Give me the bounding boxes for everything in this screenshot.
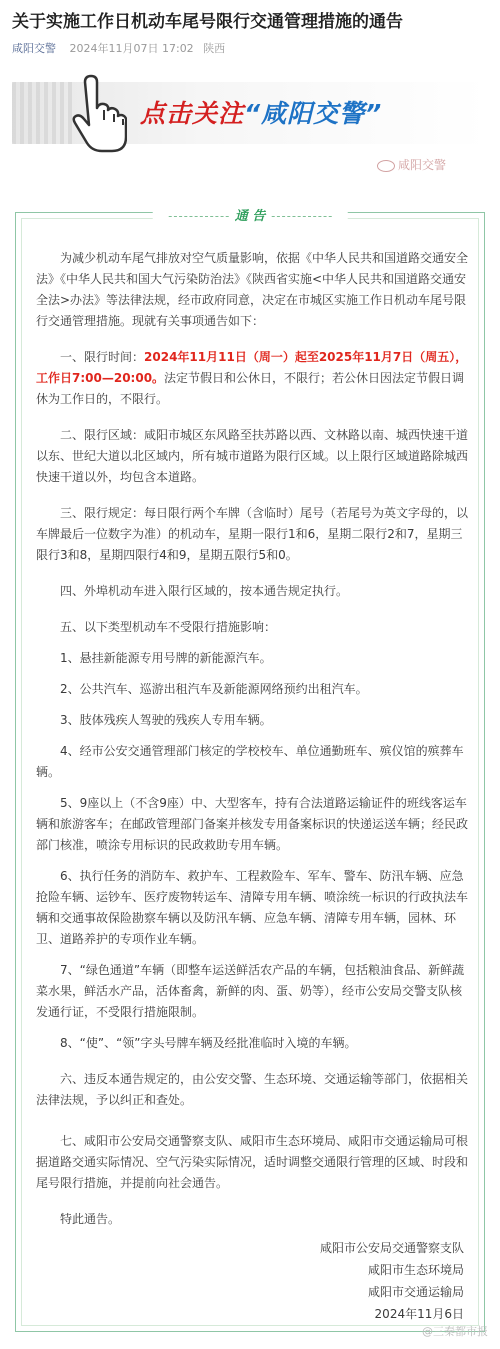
signoff-org: 咸阳市公安局交通警察支队 <box>319 1241 464 1255</box>
article-title: 关于实施工作日机动车尾号限行交通管理措施的通告 <box>12 12 403 32</box>
article-meta <box>12 40 225 56</box>
account-link[interactable]: 咸阳交警 <box>12 42 56 55</box>
logo-icon <box>377 160 395 172</box>
badge-line-left <box>169 216 229 217</box>
exemption-item: 4、经市公安交通管理部门核定的学校校车、单位通勤班车、殡仪馆的殡葬车辆。 <box>36 744 464 779</box>
watermark: @三秦都市报 <box>422 1325 488 1338</box>
badge-text: 通 告 <box>234 209 266 224</box>
paragraph-time <box>36 347 472 410</box>
exemption-item: 8、“使”、“领”字头号牌车辆及经批准临时入境的车辆。 <box>60 1036 357 1050</box>
exemption-item: 3、肢体残疾人驾驶的残疾人专用车辆。 <box>60 713 272 727</box>
exemption-item: 1、悬挂新能源专用号牌的新能源汽车。 <box>60 651 272 665</box>
follow-banner[interactable] <box>12 72 488 184</box>
notice-badge <box>153 205 348 224</box>
publish-date: 2024年11月07日 17:02 <box>69 42 194 55</box>
exemption-item: 7、“绿色通道”车辆（即整车运送鲜活农产品的车辆，包括粮油食品、新鲜蔬菜水果，鲜活水产品，活体畜禽，新鲜的肉、蛋、奶等），经市公安局交警支队核发通行证，不受限行措施限制。 <box>36 963 465 1019</box>
notice-body <box>36 248 472 1245</box>
paragraph-intro: 为减少机动车尾气排放对空气质量影响，依据《中华人民共和国道路交通安全法》《中华人民共和国大气污染防治法》《陕西省实施<中华人民共和国道路交通安全法>办法》等法律法规，经市政府同意，决定在市城区实施工作日机动车尾号限行交通管理措施。现就有关事项通告如下： <box>36 251 469 328</box>
paragraph-rules: 三、限行规定：每日限行两个车牌（含临时）尾号（若尾号为英文字母的，以车牌最后一位数字为准）的机动车，星期一限行1和6，星期二限行2和7，星期三限行3和8，星期四限行4和9，星期五限行5和0。 <box>36 506 469 562</box>
badge-line-right <box>271 216 331 217</box>
banner-text <box>140 94 382 130</box>
paragraph-penalty: 六、违反本通告规定的，由公安交警、生态环境、交通运输等部门，依据相关法律法规，予以纠正和查处。 <box>36 1072 469 1107</box>
time-exceptions: 法定节假日和公休日，不限行；若公休日因法定节假日调休为工作日的，不限行。 <box>36 371 465 406</box>
exemption-item: 5、9座以上（不含9座）中、大型客车，持有合法道路运输证件的班线客运车辆和旅游客车；在邮政管理部门备案并核发专用备案标识的快递运送车辆；经民政部门核准，喷涂专用标识的民政救助专用车辆。 <box>36 796 469 852</box>
exemption-item: 6、执行任务的消防车、救护车、工程救险车、军车、警车、防汛车辆、应急抢险车辆、运钞车、医疗废物转运车、清障专用车辆、喷涂统一标识的行政执法车辆和交通事故保险勘察车辆以及防汛车辆、应急车辆、清障专用车辆，园林、环卫、道路养护的专项作业车辆。 <box>36 869 469 946</box>
pointing-hand-icon <box>67 74 127 154</box>
time-range: 2024年11月11日（周一）起至2025年11月7日（周五），工作日7:00—20:00。 <box>36 350 468 385</box>
paragraph-closing: 特此通告。 <box>60 1212 121 1226</box>
banner-stripes <box>12 82 72 144</box>
signoff <box>320 1237 464 1325</box>
exemption-item: 2、公共汽车、巡游出租汽车及新能源网络预约出租汽车。 <box>60 682 368 696</box>
signoff-org: 咸阳市生态环境局 <box>367 1263 464 1277</box>
publish-region: 陕西 <box>203 42 226 55</box>
signoff-date: 2024年11月6日 <box>374 1307 464 1321</box>
paragraph-area: 二、限行区域：咸阳市城区东风路至扶苏路以西、文林路以南、城西快速干道以东、世纪大道以北区域内，所有城市道路为限行区域。以上限行区域道路除城西快速干道以外，均包含本道路。 <box>36 428 469 484</box>
signoff-org: 咸阳市交通运输局 <box>367 1285 464 1299</box>
paragraph-exemptions: 五、以下类型机动车不受限行措施影响： <box>60 620 277 634</box>
time-label: 一、限行时间： <box>60 350 145 364</box>
banner-logo-text: 咸阳交警 <box>398 158 447 172</box>
paragraph-out-of-town: 四、外埠机动车进入限行区域的，按本通告规定执行。 <box>60 584 349 598</box>
banner-text-highlight: “咸阳交警” <box>244 99 383 128</box>
paragraph-adjustment: 七、咸阳市公安局交通警察支队、咸阳市生态环境局、咸阳市交通运输局可根据道路交通实际情况、空气污染实际情况，适时调整交通限行管理的区域、时段和尾号限行措施，并提前向社会通告。 <box>36 1134 469 1190</box>
banner-logo <box>377 156 446 173</box>
banner-text-prefix: 点击关注 <box>140 99 245 128</box>
